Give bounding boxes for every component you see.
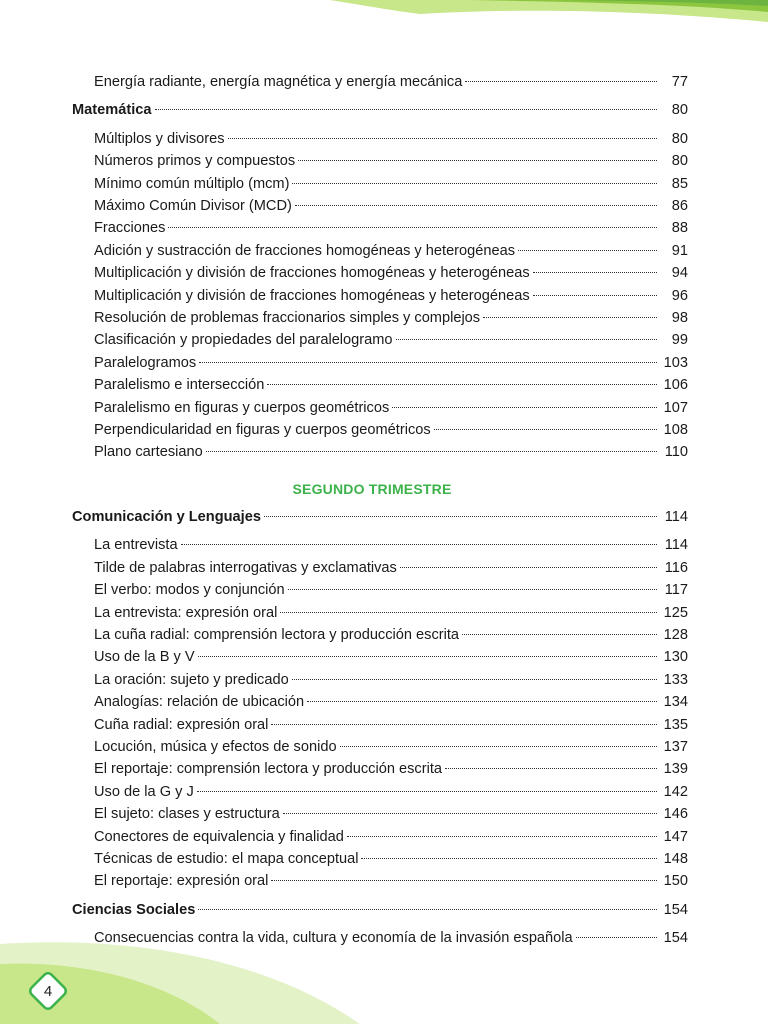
toc-entry-page: 80	[671, 102, 688, 119]
toc-entry-title: Adición y sustracción de fracciones homogéneas y heterogéneas	[94, 242, 516, 259]
toc-entry-title: Plano cartesiano	[94, 444, 203, 461]
toc-entry-title: Uso de la G y J	[94, 783, 194, 800]
dot-leader	[155, 109, 658, 110]
toc-entry-page: 148	[663, 851, 688, 867]
toc-entry-page: 139	[663, 761, 688, 778]
toc-entry-row[interactable]	[94, 783, 688, 806]
toc-entry-page: 117	[664, 582, 688, 599]
dot-leader	[295, 205, 657, 206]
toc-entry-title: Tilde de palabras interrogativas y exclamativas	[94, 559, 397, 576]
toc-entry-row[interactable]	[94, 153, 688, 175]
toc-entry-page: 80	[671, 130, 688, 147]
toc-entry-title: La entrevista: expresión oral	[94, 604, 278, 621]
dot-leader	[298, 160, 657, 161]
toc-entry-page: 77	[671, 74, 688, 90]
page-number-badge	[25, 968, 71, 1014]
toc-entry-page: 91	[671, 242, 688, 259]
toc-entry-row[interactable]	[94, 377, 688, 399]
toc-entry-row[interactable]	[94, 175, 688, 198]
toc-entry-page: 114	[664, 537, 688, 554]
dot-leader	[280, 612, 657, 613]
toc-entry-page: 103	[663, 354, 688, 371]
toc-entry-row[interactable]	[94, 604, 688, 627]
toc-heading-row[interactable]	[72, 902, 688, 924]
toc-entry-page: 116	[664, 559, 688, 576]
toc-entry-row[interactable]	[94, 806, 688, 828]
toc-entry-row[interactable]	[94, 559, 688, 582]
toc-entry-title: Perpendicularidad en figuras y cuerpos geométricos	[94, 422, 431, 438]
dot-leader	[292, 183, 657, 184]
toc-entry-page: 154	[663, 902, 688, 918]
toc-entry-title: Múltiplos y divisores	[94, 130, 225, 147]
dot-leader	[347, 836, 657, 837]
dot-leader	[228, 138, 657, 139]
toc-entry-title: Multiplicación y división de fracciones homogéneas y heterogéneas	[94, 265, 530, 282]
dot-leader	[198, 656, 657, 657]
toc-entry-title: Analogías: relación de ubicación	[94, 694, 305, 711]
toc-entry-row[interactable]	[94, 671, 688, 694]
toc-entry-title: Ciencias Sociales	[72, 902, 196, 918]
top-decorative-swoosh	[0, 0, 768, 70]
toc-entry-row[interactable]	[94, 761, 688, 783]
toc-entry-title: La oración: sujeto y predicado	[94, 671, 289, 688]
toc-entry-page: 135	[663, 716, 688, 733]
dot-leader	[340, 746, 657, 747]
toc-entry-title: Resolución de problemas fraccionarios simples y complejos	[94, 310, 481, 326]
toc-entry-title: La entrevista	[94, 537, 178, 554]
dot-leader	[198, 909, 657, 910]
toc-entry-row[interactable]	[94, 74, 688, 96]
toc-entry-page: 150	[663, 873, 688, 890]
toc-entry-page: 80	[671, 153, 688, 170]
toc-entry-page: 107	[663, 399, 688, 416]
toc-entry-page: 110	[664, 444, 688, 461]
toc-entry-title: Conectores de equivalencia y finalidad	[94, 828, 344, 845]
toc-entry-row[interactable]	[94, 332, 688, 354]
dot-leader	[465, 81, 657, 82]
toc-entry-title: Mínimo común múltiplo (mcm)	[94, 175, 290, 192]
toc-entry-row[interactable]	[94, 851, 688, 873]
dot-leader	[206, 451, 657, 452]
toc-entry-page: 137	[663, 739, 688, 755]
dot-leader	[271, 724, 657, 725]
toc-entry-row[interactable]	[94, 582, 688, 604]
toc-entry-row[interactable]	[94, 627, 688, 649]
toc-entry-title: Cuña radial: expresión oral	[94, 716, 269, 733]
toc-entry-row[interactable]	[94, 739, 688, 761]
toc-entry-page: 85	[671, 175, 688, 192]
toc-entry-page: 154	[663, 930, 688, 947]
dot-leader	[307, 701, 657, 702]
toc-entry-page: 134	[663, 694, 688, 711]
toc-entry-row[interactable]	[94, 198, 688, 220]
dot-leader	[264, 516, 657, 517]
dot-leader	[462, 634, 657, 635]
toc-entry-page: 130	[663, 649, 688, 666]
toc-entry-page: 108	[663, 422, 688, 438]
toc-entry-row[interactable]	[94, 716, 688, 739]
dot-leader	[518, 250, 657, 251]
dot-leader	[361, 858, 657, 859]
toc-entry-title: Locución, música y efectos de sonido	[94, 739, 337, 755]
toc-entry-title: El sujeto: clases y estructura	[94, 806, 280, 823]
dot-leader	[434, 429, 657, 430]
toc-entry-title: Matemática	[72, 102, 152, 119]
toc-entry-page: 99	[671, 332, 688, 349]
toc-entry-title: Uso de la B y V	[94, 649, 195, 666]
dot-leader	[576, 937, 657, 938]
toc-entry-row[interactable]	[94, 828, 688, 851]
toc-entry-page: 114	[664, 509, 688, 525]
toc-entry-page: 88	[671, 220, 688, 237]
toc-entry-row[interactable]	[94, 444, 688, 466]
toc-entry-row[interactable]	[94, 130, 688, 153]
dot-leader	[533, 272, 657, 273]
toc-entry-page: 106	[663, 377, 688, 394]
toc-entry-title: La cuña radial: comprensión lectora y producción escrita	[94, 627, 460, 643]
dot-leader	[483, 317, 657, 318]
toc-heading-row[interactable]	[72, 509, 688, 531]
toc-entry-page: 133	[663, 671, 688, 688]
dot-leader	[168, 227, 657, 228]
dot-leader	[181, 544, 657, 545]
toc-entry-page: 98	[671, 310, 688, 326]
dot-leader	[396, 339, 657, 340]
toc-entry-title: Energía radiante, energía magnética y energía mecánica	[94, 74, 463, 90]
toc-heading-row[interactable]	[72, 102, 688, 124]
dot-leader	[445, 768, 657, 769]
section-heading: SEGUNDO TRIMESTRE	[292, 481, 452, 497]
toc-entry-row[interactable]	[94, 873, 688, 895]
toc-entry-row[interactable]	[94, 399, 688, 422]
dot-leader	[400, 567, 657, 568]
toc-entry-row[interactable]	[94, 537, 688, 559]
toc-entry-title: El verbo: modos y conjunción	[94, 582, 285, 599]
toc-entry-title: Máximo Común Divisor (MCD)	[94, 198, 292, 214]
toc-entry-row[interactable]	[94, 220, 688, 242]
dot-leader	[271, 880, 657, 881]
dot-leader	[267, 384, 657, 385]
dot-leader	[533, 295, 657, 296]
toc-entry-title: Clasificación y propiedades del paralelogramo	[94, 332, 393, 349]
toc-entry-row[interactable]	[94, 422, 688, 444]
toc-entry-row[interactable]	[94, 694, 688, 716]
dot-leader	[283, 813, 657, 814]
toc-entry-page: 142	[663, 783, 688, 800]
dot-leader	[292, 679, 657, 680]
toc-entry-title: El reportaje: comprensión lectora y producción escrita	[94, 761, 442, 778]
toc-entry-row[interactable]	[94, 287, 688, 310]
toc-entry-page: 146	[663, 806, 688, 823]
toc-entry-title: Comunicación y Lenguajes	[72, 509, 261, 525]
toc-entry-page: 128	[663, 627, 688, 643]
toc-entry-row[interactable]	[94, 310, 688, 332]
toc-entry-page: 94	[671, 265, 688, 282]
dot-leader	[392, 407, 657, 408]
toc-entry-title: Fracciones	[94, 220, 166, 237]
toc-entry-title: El reportaje: expresión oral	[94, 873, 269, 890]
toc-entry-title: Paralelismo e intersección	[94, 377, 265, 394]
toc-entry-page: 86	[671, 198, 688, 214]
toc-entry-title: Paralelismo en figuras y cuerpos geométricos	[94, 399, 390, 416]
toc-entry-title: Consecuencias contra la vida, cultura y economía de la invasión española	[94, 930, 573, 947]
toc-entry-title: Números primos y compuestos	[94, 153, 296, 170]
toc-entry-row[interactable]	[94, 265, 688, 287]
toc-entry-row[interactable]	[94, 930, 688, 952]
toc-entry-title: Paralelogramos	[94, 354, 197, 371]
toc-entry-row[interactable]	[94, 354, 688, 377]
toc-entry-page: 125	[663, 604, 688, 621]
dot-leader	[199, 362, 657, 363]
dot-leader	[288, 589, 657, 590]
toc-entry-title: Técnicas de estudio: el mapa conceptual	[94, 851, 359, 867]
toc-entry-row[interactable]	[94, 649, 688, 671]
toc-entry-row[interactable]	[94, 242, 688, 265]
toc-entry-title: Multiplicación y división de fracciones homogéneas y heterogéneas	[94, 287, 530, 304]
page-number: 4	[43, 982, 53, 1000]
dot-leader	[197, 791, 657, 792]
toc-entry-page: 147	[663, 828, 688, 845]
toc-entry-page: 96	[671, 287, 688, 304]
